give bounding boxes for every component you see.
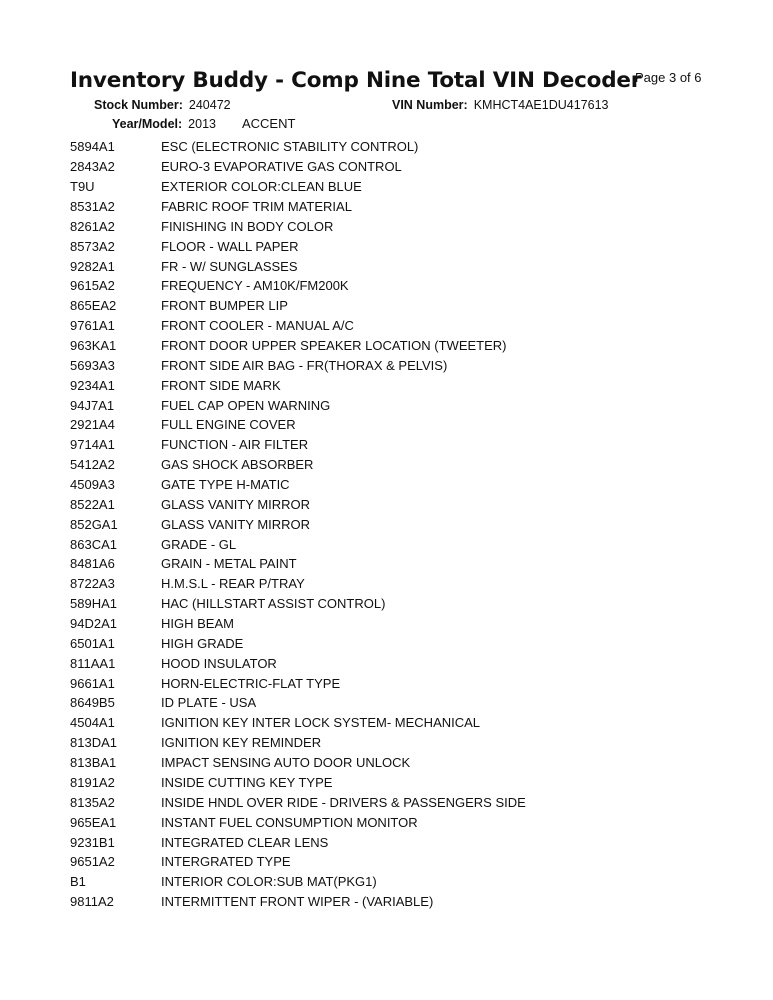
option-description: GRADE - GL xyxy=(161,536,237,552)
option-code: 94J7A1 xyxy=(70,397,115,413)
option-code: 5412A2 xyxy=(70,457,115,473)
option-code: 8522A1 xyxy=(70,496,115,512)
option-description: FR - W/ SUNGLASSES xyxy=(161,258,298,274)
option-code: 813DA1 xyxy=(70,735,117,751)
list-item xyxy=(70,713,710,733)
option-description: IMPACT SENSING AUTO DOOR UNLOCK xyxy=(161,755,411,771)
option-code: 852GA1 xyxy=(70,516,118,532)
option-code: 9761A1 xyxy=(70,318,115,334)
year-value: 2013 xyxy=(188,117,216,131)
option-code: 9661A1 xyxy=(70,675,115,691)
list-item xyxy=(70,832,710,852)
option-description: GATE TYPE H-MATIC xyxy=(161,477,290,493)
list-item xyxy=(70,256,710,276)
stock-number xyxy=(94,98,231,112)
option-code: 2843A2 xyxy=(70,159,115,175)
option-description: INTEGRATED CLEAR LENS xyxy=(161,834,329,850)
option-description: FABRIC ROOF TRIM MATERIAL xyxy=(161,199,352,214)
option-code: 8261A2 xyxy=(70,218,115,234)
model-value: ACCENT xyxy=(241,116,296,131)
option-code: 6501A1 xyxy=(70,635,115,651)
page-title: Inventory Buddy - Comp Nine Total VIN Decoder xyxy=(70,68,642,93)
list-item xyxy=(70,614,710,634)
list-item xyxy=(70,236,710,256)
option-description: FREQUENCY - AM10K/FM200K xyxy=(161,278,349,294)
option-code: 94D2A1 xyxy=(70,616,117,632)
option-code: 8573A2 xyxy=(70,238,115,254)
option-description: FRONT SIDE MARK xyxy=(161,377,281,393)
option-description: H.M.S.L - REAR P/TRAY xyxy=(161,576,305,592)
list-item xyxy=(70,554,710,574)
list-item xyxy=(70,633,710,653)
option-code: 813BA1 xyxy=(70,755,117,771)
option-description: FUNCTION - AIR FILTER xyxy=(161,437,309,453)
option-code-list xyxy=(70,137,710,912)
option-code: 4509A3 xyxy=(70,477,115,493)
option-description: GRAIN - METAL PAINT xyxy=(161,556,297,572)
option-description: INTERGRATED TYPE xyxy=(161,854,291,870)
option-code: 863CA1 xyxy=(70,536,117,552)
list-item xyxy=(70,276,710,296)
option-code: 5693A3 xyxy=(70,357,115,373)
option-description: FUEL CAP OPEN WARNING xyxy=(161,397,331,413)
list-item xyxy=(70,336,710,356)
year-model-label: Year/Model: xyxy=(112,117,183,131)
option-code: 965EA1 xyxy=(70,814,117,830)
option-code: 5894A1 xyxy=(70,139,115,155)
option-code: 811AA1 xyxy=(70,655,116,671)
list-item xyxy=(70,594,710,614)
option-code: 8135A2 xyxy=(70,794,115,810)
list-item xyxy=(70,673,710,693)
list-item xyxy=(70,137,710,157)
option-description: ID PLATE - USA xyxy=(161,695,257,711)
list-item xyxy=(70,157,710,177)
option-description: GLASS VANITY MIRROR xyxy=(161,496,311,512)
stock-number-value: 240472 xyxy=(188,98,231,112)
list-item xyxy=(70,435,710,455)
vin-number xyxy=(392,98,609,112)
list-item xyxy=(70,177,710,197)
option-code: 9615A2 xyxy=(70,278,115,294)
list-item xyxy=(70,455,710,475)
year-model xyxy=(112,116,295,131)
option-code: 8649B5 xyxy=(70,695,115,711)
list-item xyxy=(70,653,710,673)
option-description: IGNITION KEY INTER LOCK SYSTEM- MECHANICAL xyxy=(161,715,481,731)
option-description: HIGH GRADE xyxy=(161,635,244,651)
list-item xyxy=(70,375,710,395)
option-code: 8531A2 xyxy=(70,199,115,214)
list-item xyxy=(70,534,710,554)
option-description: FINISHING IN BODY COLOR xyxy=(161,218,334,234)
option-description: EXTERIOR COLOR:CLEAN BLUE xyxy=(161,179,362,195)
option-description: HORN-ELECTRIC-FLAT TYPE xyxy=(161,675,341,691)
option-description: FRONT DOOR UPPER SPEAKER LOCATION (TWEETER) xyxy=(161,338,507,354)
option-code: 9282A1 xyxy=(70,258,115,274)
option-code: 865EA2 xyxy=(70,298,117,314)
list-item xyxy=(70,355,710,375)
option-description: INTERMITTENT FRONT WIPER - (VARIABLE) xyxy=(161,894,434,910)
option-code: 9234A1 xyxy=(70,377,115,393)
vin-number-value: KMHCT4AE1DU417613 xyxy=(473,98,609,112)
option-description: FRONT COOLER - MANUAL A/C xyxy=(161,318,354,334)
option-description: GAS SHOCK ABSORBER xyxy=(161,457,314,473)
option-code: 9811A2 xyxy=(70,894,114,910)
page-number: Page 3 of 6 xyxy=(635,70,702,85)
option-code: 2921A4 xyxy=(70,417,115,433)
option-description: ESC (ELECTRONIC STABILITY CONTROL) xyxy=(161,139,419,155)
option-code: 8722A3 xyxy=(70,576,115,592)
list-item xyxy=(70,296,710,316)
option-code: 963KA1 xyxy=(70,338,117,354)
option-code: 4504A1 xyxy=(70,715,115,731)
option-description: HIGH BEAM xyxy=(161,616,234,632)
list-item xyxy=(70,872,710,892)
list-item xyxy=(70,733,710,753)
option-description: INSIDE HNDL OVER RIDE - DRIVERS & PASSENGERS SIDE xyxy=(161,794,526,810)
option-description: INTERIOR COLOR:SUB MAT(PKG1) xyxy=(161,874,377,890)
option-code: T9U xyxy=(70,179,95,195)
option-code: 9714A1 xyxy=(70,437,115,453)
option-description: FRONT BUMPER LIP xyxy=(161,298,288,314)
list-item xyxy=(70,753,710,773)
list-item xyxy=(70,892,710,912)
list-item xyxy=(70,494,710,514)
list-item xyxy=(70,216,710,236)
option-description: INSIDE CUTTING KEY TYPE xyxy=(161,774,333,790)
option-code: 589HA1 xyxy=(70,596,117,612)
list-item xyxy=(70,514,710,534)
option-code: 9231B1 xyxy=(70,834,115,850)
option-description: GLASS VANITY MIRROR xyxy=(161,516,311,532)
option-description: FULL ENGINE COVER xyxy=(161,417,296,433)
option-code: 8191A2 xyxy=(70,774,115,790)
list-item xyxy=(70,693,710,713)
list-item xyxy=(70,475,710,495)
option-description: IGNITION KEY REMINDER xyxy=(161,735,322,751)
list-item xyxy=(70,197,710,217)
list-item xyxy=(70,574,710,594)
list-item xyxy=(70,395,710,415)
list-item xyxy=(70,852,710,872)
option-description: HAC (HILLSTART ASSIST CONTROL) xyxy=(161,596,386,612)
option-code: 8481A6 xyxy=(70,556,115,572)
vin-number-label: VIN Number: xyxy=(392,98,468,112)
option-description: FLOOR - WALL PAPER xyxy=(161,238,299,254)
option-description: EURO-3 EVAPORATIVE GAS CONTROL xyxy=(161,159,402,175)
option-description: HOOD INSULATOR xyxy=(161,655,277,671)
option-code: 9651A2 xyxy=(70,854,115,870)
list-item xyxy=(70,792,710,812)
list-item xyxy=(70,415,710,435)
stock-number-label: Stock Number: xyxy=(94,98,183,112)
option-description: FRONT SIDE AIR BAG - FR(THORAX & PELVIS) xyxy=(161,357,448,373)
list-item xyxy=(70,812,710,832)
option-code: B1 xyxy=(70,874,86,890)
list-item xyxy=(70,316,710,336)
list-item xyxy=(70,773,710,793)
option-description: INSTANT FUEL CONSUMPTION MONITOR xyxy=(161,814,418,830)
